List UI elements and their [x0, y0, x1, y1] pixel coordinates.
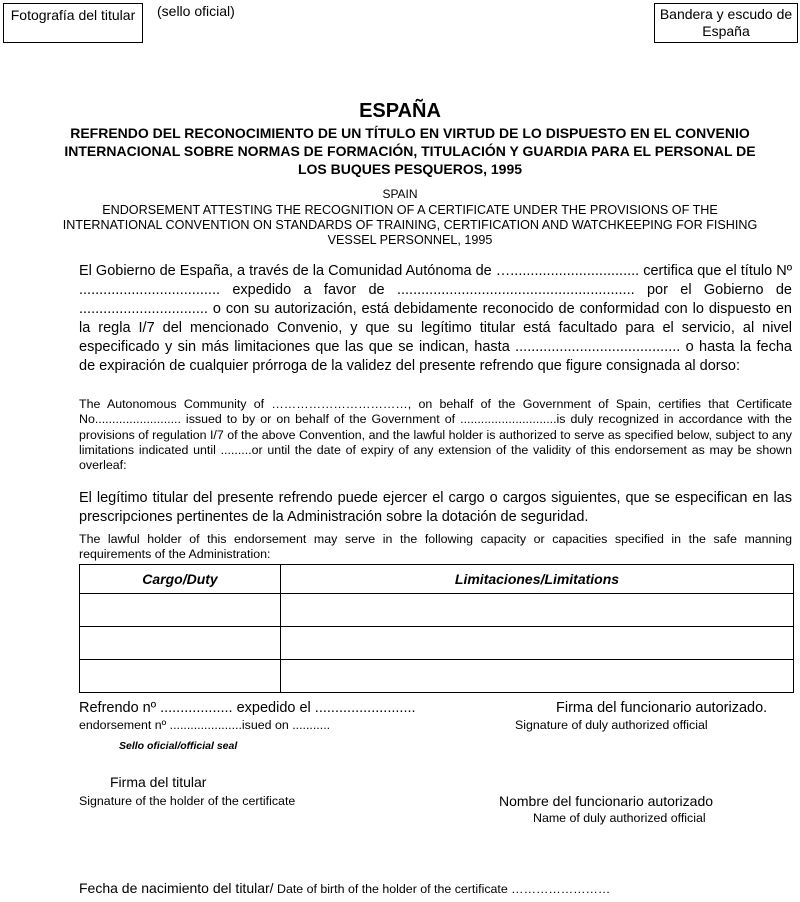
- duty-cell[interactable]: [80, 660, 281, 693]
- capacity-paragraph-es: El legítimo titular del presente refrendo puede ejercer el cargo o cargos siguientes, que se especifican en las prescripciones pertinentes de la Administración sobre la dotación de seguridad.: [79, 490, 792, 525]
- table-header-row: [80, 565, 794, 594]
- country-title-en: SPAIN: [382, 187, 418, 201]
- flag-and-coat-label: Bandera y escudo de España: [659, 6, 793, 39]
- official-signature-es: Firma del funcionario autorizado.: [556, 700, 768, 716]
- column-header-limitations: Limitaciones/Limitations: [281, 565, 794, 594]
- date-of-birth-en: Date of birth of the holder of the certificate ……………………: [273, 882, 611, 896]
- table-row: [80, 627, 794, 660]
- duty-cell[interactable]: [80, 594, 281, 627]
- holder-photo-label: Fotografía del titular: [10, 7, 136, 23]
- endorsement-number-es: Refrendo nº .................. expedido el .........................: [79, 700, 416, 716]
- country-title: ESPAÑA: [359, 100, 441, 122]
- table-row: [80, 594, 794, 627]
- certification-paragraph-es: El Gobierno de España, a través de la Comunidad Autónoma de …................................ certifica que el título Nº ................................... expedido a favor de ........................................................... por el Gobierno de ................................ o con su autorización, está debidamente reconocido de conformidad con lo dispuesto en la regla I/7 del mencionado Convenio, y que su legítimo titular está facultado para el servicio, al nivel especificado y sin más limitaciones que las que se indican, hasta ......................................... o hasta la fecha de expiración de cualquier prórroga de la validez del presente refrendo que figure consignada al dorso:: [79, 263, 792, 374]
- official-seal-caption: Sello oficial/official seal: [119, 740, 238, 752]
- table-row: [80, 660, 794, 693]
- official-name-en: Name of duly authorized official: [533, 811, 706, 825]
- certification-paragraph-en: The Autonomous Community of ……………………………, on behalf of the Government of Spain, certifies that Certificate No......................... issued to by or on behalf of the Government of ............................is duly recognized in accordance with the provisions of regulation I/7 of the above Convention, and the lawful holder is authorized to serve as specified below, subject to any limitations indicated until .........or until the date of expiry of any extension of the validity of this endorsement as may be shown overleaf:: [79, 397, 792, 473]
- document-title-es: REFRENDO DEL RECONOCIMIENTO DE UN TÍTULO EN VIRTUD DE LO DISPUESTO EN EL CONVENIO INTERNACIONAL SOBRE NORMAS DE FORMACIÓN, TITULACIÓN Y GUARDIA PARA EL PERSONAL DE LOS BUQUES PESQUEROS, 1995: [64, 125, 756, 177]
- holder-photo-box: [3, 3, 143, 43]
- document-title-en: ENDORSEMENT ATTESTING THE RECOGNITION OF A CERTIFICATE UNDER THE PROVISIONS OF THE INTERNATIONAL CONVENTION ON STANDARDS OF TRAINING, CERTIFICATION AND WATCHKEEPING FOR FISHING VESSEL PERSONNEL, 1995: [62, 203, 758, 247]
- endorsement-number-en: endorsement nº .....................isued on ...........: [79, 718, 331, 732]
- holder-signature-es: Firma del titular: [110, 774, 207, 790]
- official-name-es: Nombre del funcionario autorizado: [499, 793, 714, 809]
- holder-signature-en: Signature of the holder of the certificate: [79, 794, 296, 808]
- date-of-birth-line: [79, 880, 610, 896]
- official-seal-label: (sello oficial): [157, 3, 235, 19]
- limitations-cell[interactable]: [281, 627, 794, 660]
- flag-and-coat-box: [654, 3, 798, 43]
- date-of-birth-es: Fecha de nacimiento del titular/: [79, 880, 274, 896]
- capacity-paragraph-en: The lawful holder of this endorsement may serve in the following capacity or capacities specified in the safe manning requirements of the Administration:: [79, 532, 792, 561]
- duty-limitations-table: [79, 564, 794, 693]
- limitations-cell[interactable]: [281, 660, 794, 693]
- duty-cell[interactable]: [80, 627, 281, 660]
- official-signature-en: Signature of duly authorized official: [515, 718, 708, 732]
- limitations-cell[interactable]: [281, 594, 794, 627]
- column-header-duty: Cargo/Duty: [80, 565, 281, 594]
